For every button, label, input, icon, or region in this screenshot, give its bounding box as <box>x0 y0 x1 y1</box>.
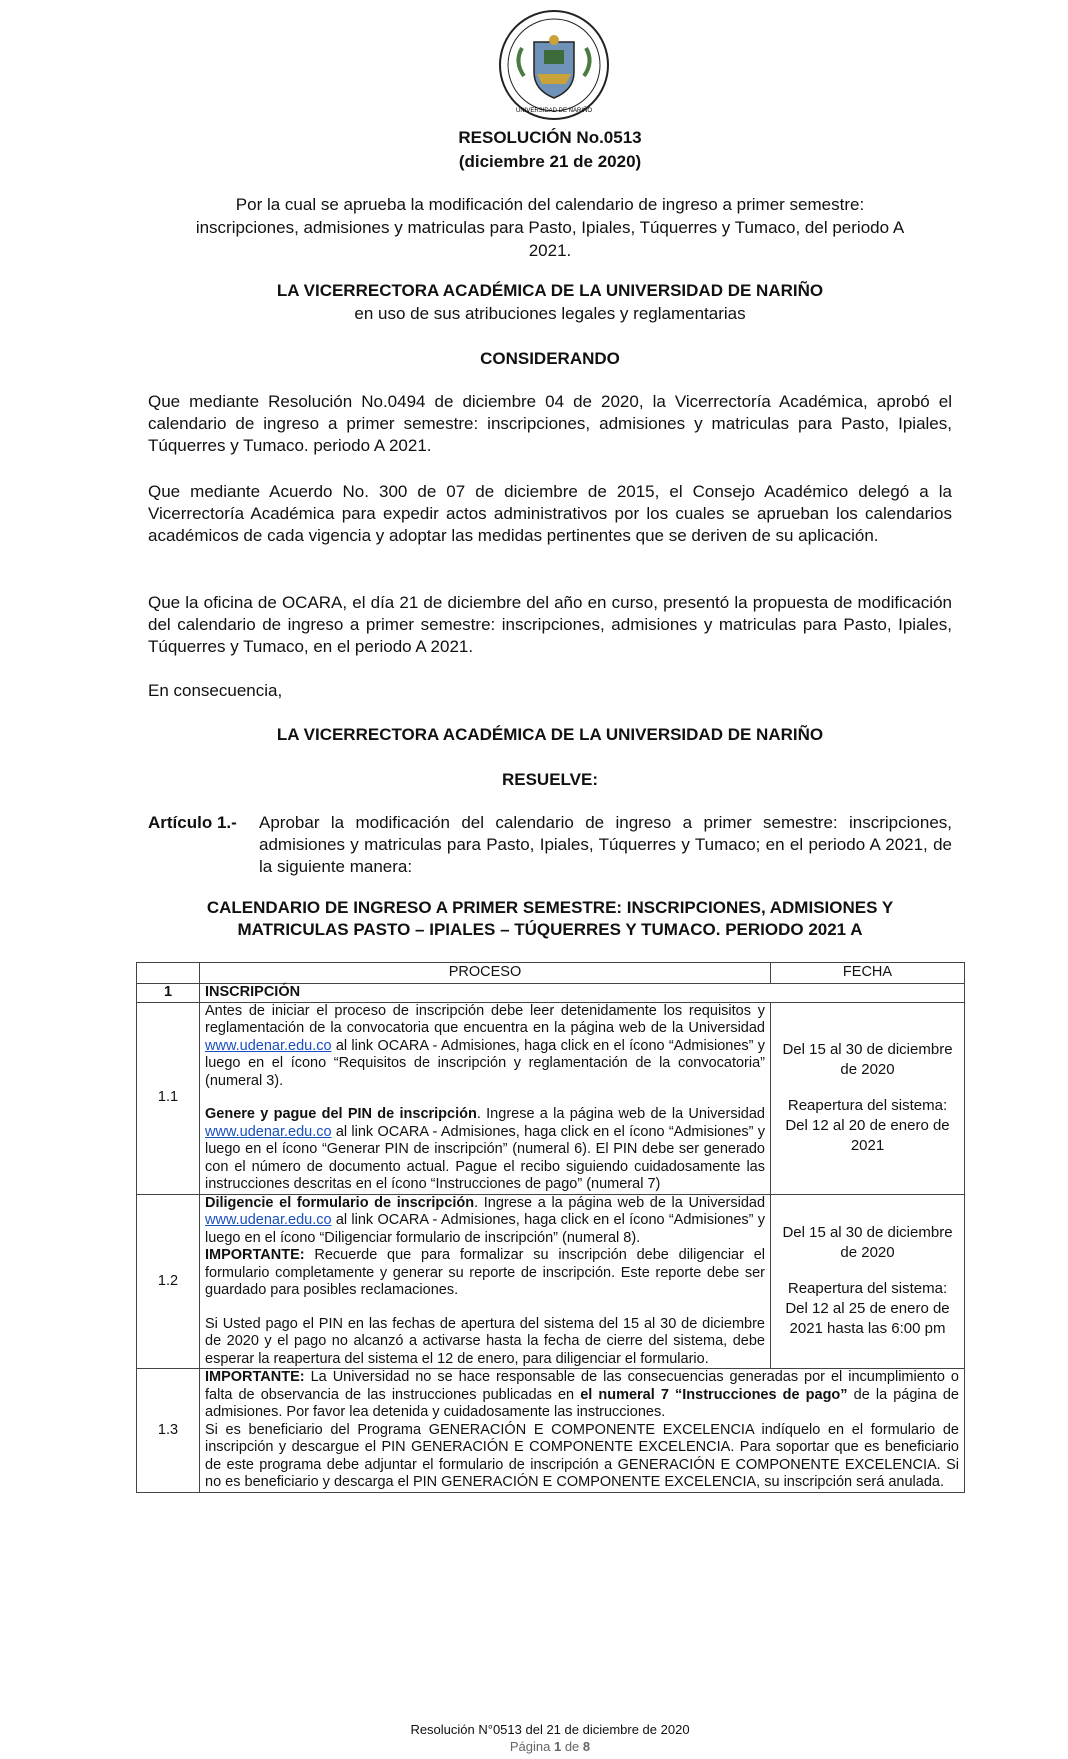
page-of: de <box>564 1739 580 1754</box>
page-number <box>140 1739 960 1754</box>
process-text: . Ingrese a la página web de la Universidad <box>474 1194 766 1211</box>
authority-heading-2: LA VICERRECTORA ACADÉMICA DE LA UNIVERSIDAD DE NARIÑO <box>276 725 824 744</box>
considerando-paragraph: Que mediante Acuerdo No. 300 de 07 de diciembre de 2015, el Consejo Académico delegó a la Vicerrectoría Académica para expedir actos administrativos por los cuales se aprueban los calendarios académicos de cada vigencia y adoptar las medidas pertinentes que se deriven de su aplicación. <box>148 482 952 545</box>
resolution-intro <box>140 193 960 262</box>
row-date <box>771 1194 965 1369</box>
calendar-title-line: MATRICULAS PASTO – IPIALES – TÚQUERRES Y TUMACO. PERIODO 2021 A <box>237 920 863 939</box>
footer-reference: Resolución N°0513 del 21 de diciembre de 2020 <box>410 1722 690 1737</box>
table-row <box>137 1002 965 1194</box>
calendar-title <box>140 897 960 941</box>
article-text: Aprobar la modificación del calendario de ingreso a primer semestre: inscripciones, admisiones y matriculas para Pasto, Ipiales, Túquerres y Tumaco; en el periodo A 2021, de la siguiente manera: <box>259 813 952 876</box>
row-process <box>200 1002 771 1194</box>
section-number: 1 <box>137 984 200 1003</box>
row-process <box>200 1369 965 1493</box>
date-text: Del 15 al 30 de diciembre de 2020 <box>782 1224 953 1262</box>
process-text: La Universidad no se hace responsable de las consecuencias generadas por el incumplimiento o falta de observancia de las instrucciones publicadas en <box>205 1369 959 1403</box>
intro-line: inscripciones, admisiones y matriculas para Pasto, Ipiales, Túquerres y Tumaco, del periodo A <box>195 218 905 237</box>
process-text: Antes de iniciar el proceso de inscripción debe leer detenidamente los requisitos y reglamentación de la convocatoria que encuentra en la página web de la Universidad <box>205 1002 765 1036</box>
udenar-link[interactable]: www.udenar.edu.co <box>205 1037 332 1054</box>
article-label: Artículo 1.- <box>148 813 237 832</box>
row-date <box>771 1002 965 1194</box>
considerando-paragraph: Que mediante Resolución No.0494 de diciembre 04 de 2020, la Vicerrectoría Académica, aprobó el calendario de ingreso a primer semestre: inscripciones, admisiones y matriculas para Pasto, Ipiales, Túquerres y Tumaco. periodo A 2021. <box>148 392 952 455</box>
udenar-link[interactable]: www.udenar.edu.co <box>205 1212 332 1228</box>
page-total: 8 <box>582 1739 591 1754</box>
seal-caption: UNIVERSIDAD DE NARIÑO <box>515 108 593 114</box>
table-row <box>137 1369 965 1493</box>
row-number: 1.1 <box>137 1002 200 1194</box>
resolution-date: (diciembre 21 de 2020) <box>458 152 642 171</box>
considerando-heading: CONSIDERANDO <box>480 349 620 368</box>
intro-line: 2021. <box>528 241 572 260</box>
column-header-proceso: PROCESO <box>200 963 771 984</box>
process-bold-text: Genere y pague del PIN de inscripción <box>205 1106 477 1122</box>
column-header-fecha: FECHA <box>771 963 965 984</box>
calendar-title-line: CALENDARIO DE INGRESO A PRIMER SEMESTRE: INSCRIPCIONES, ADMISIONES Y <box>206 898 894 917</box>
intro-line: Por la cual se aprueba la modificación del calendario de ingreso a primer semestre: <box>235 195 865 214</box>
table-row <box>137 1194 965 1369</box>
process-text: Si Usted pago el PIN en las fechas de apertura del sistema del 15 al 30 de diciembre de 2020 y el pago no alcanzó a activarse hasta la fecha de cierre del sistema, debe esperar la reapertura del sistema el 12 de enero, para diligenciar el formulario. <box>205 1315 765 1367</box>
table-header-row <box>137 963 965 984</box>
date-text: Del 15 al 30 de diciembre de 2020 <box>782 1041 953 1078</box>
process-text: Recuerde que para formalizar su inscripción debe diligenciar el formulario completamente y generar su reporte de inscripción. Este reporte debe ser guardado para posibles reclamaciones. <box>205 1247 765 1298</box>
calendar-table <box>136 962 965 1493</box>
process-bold-text: IMPORTANTE: <box>205 1369 305 1385</box>
row-process <box>200 1194 771 1369</box>
authority-heading: LA VICERRECTORA ACADÉMICA DE LA UNIVERSIDAD DE NARIÑO <box>276 281 824 300</box>
university-seal-icon <box>497 8 611 122</box>
date-text: Reapertura del sistema: Del 12 al 25 de enero de 2021 hasta las 6:00 pm <box>785 1280 950 1338</box>
article-1 <box>148 812 952 878</box>
consecuencia-text: En consecuencia, <box>148 681 283 700</box>
process-text: Si es beneficiario del Programa GENERACIÓN E COMPONENTE EXCELENCIA indíquelo en el formulario de inscripción y descargue el PIN GENERACIÓN E COMPONENTE EXCELENCIA. Para soportar que es beneficiario de este programa debe adjuntar el formulario de inscripción a GENERACIÓN E COMPONENTE EXCELENCIA. Si no es beneficiario y descarga el PIN GENERACIÓN E COMPONENTE EXCELENCIA, su inscripción será anulada. <box>205 1421 959 1490</box>
process-text: al link OCARA - Admisiones, haga click en el ícono “Admisiones” y luego en el ícono “Requisitos de inscripción y reglamentación de la convocatoria” (numeral 3). <box>205 1037 766 1089</box>
considerando-paragraph: Que la oficina de OCARA, el día 21 de diciembre del año en curso, presentó la propuesta de modificación del calendario de ingreso a primer semestre: inscripciones, admisiones y matriculas para Pasto, Ipiales, Túquerres y Tumaco, en el periodo A 2021. <box>148 593 952 656</box>
process-bold-text: IMPORTANTE: <box>205 1247 305 1263</box>
authority-subheading: en uso de sus atribuciones legales y reglamentarias <box>354 304 746 323</box>
process-text: al link OCARA - Admisiones, haga click en el ícono “Admisiones” y luego en el ícono “Generar PIN de inscripción” (numeral 6). El PIN debe ser generado con el número de documento actual. Pague el recibo siguiendo cuidadosamente las instrucciones descritas en el ícono “Instrucciones de pago” (numeral 7) <box>205 1123 766 1192</box>
process-text: . Ingrese a la página web de la Universidad <box>476 1106 765 1122</box>
resuelve-heading: RESUELVE: <box>501 770 599 789</box>
process-text: de la página de admisiones. Por favor lea detenida y cuidadosamente las instrucciones. <box>205 1386 959 1420</box>
table-header-cell <box>137 963 200 984</box>
row-number: 1.2 <box>137 1194 200 1369</box>
udenar-link[interactable]: www.udenar.edu.co <box>205 1123 332 1140</box>
resolution-title: RESOLUCIÓN No.0513 <box>458 128 642 147</box>
section-label: INSCRIPCIÓN <box>200 984 965 1003</box>
table-section-row <box>137 984 965 1003</box>
page-word: Página <box>509 1739 551 1754</box>
process-bold-text: el numeral 7 “Instrucciones de pago” <box>580 1386 848 1403</box>
page-current: 1 <box>553 1739 562 1754</box>
process-bold-text: Diligencie el formulario de inscripción <box>205 1194 475 1211</box>
row-number: 1.3 <box>137 1369 200 1493</box>
date-text: Reapertura del sistema: Del 12 al 20 de enero de 2021 <box>785 1097 950 1154</box>
process-text: al link OCARA - Admisiones, haga click en el ícono “Admisiones” y luego en el ícono “Diligenciar formulario de inscripción” (numeral 8). <box>205 1212 766 1246</box>
